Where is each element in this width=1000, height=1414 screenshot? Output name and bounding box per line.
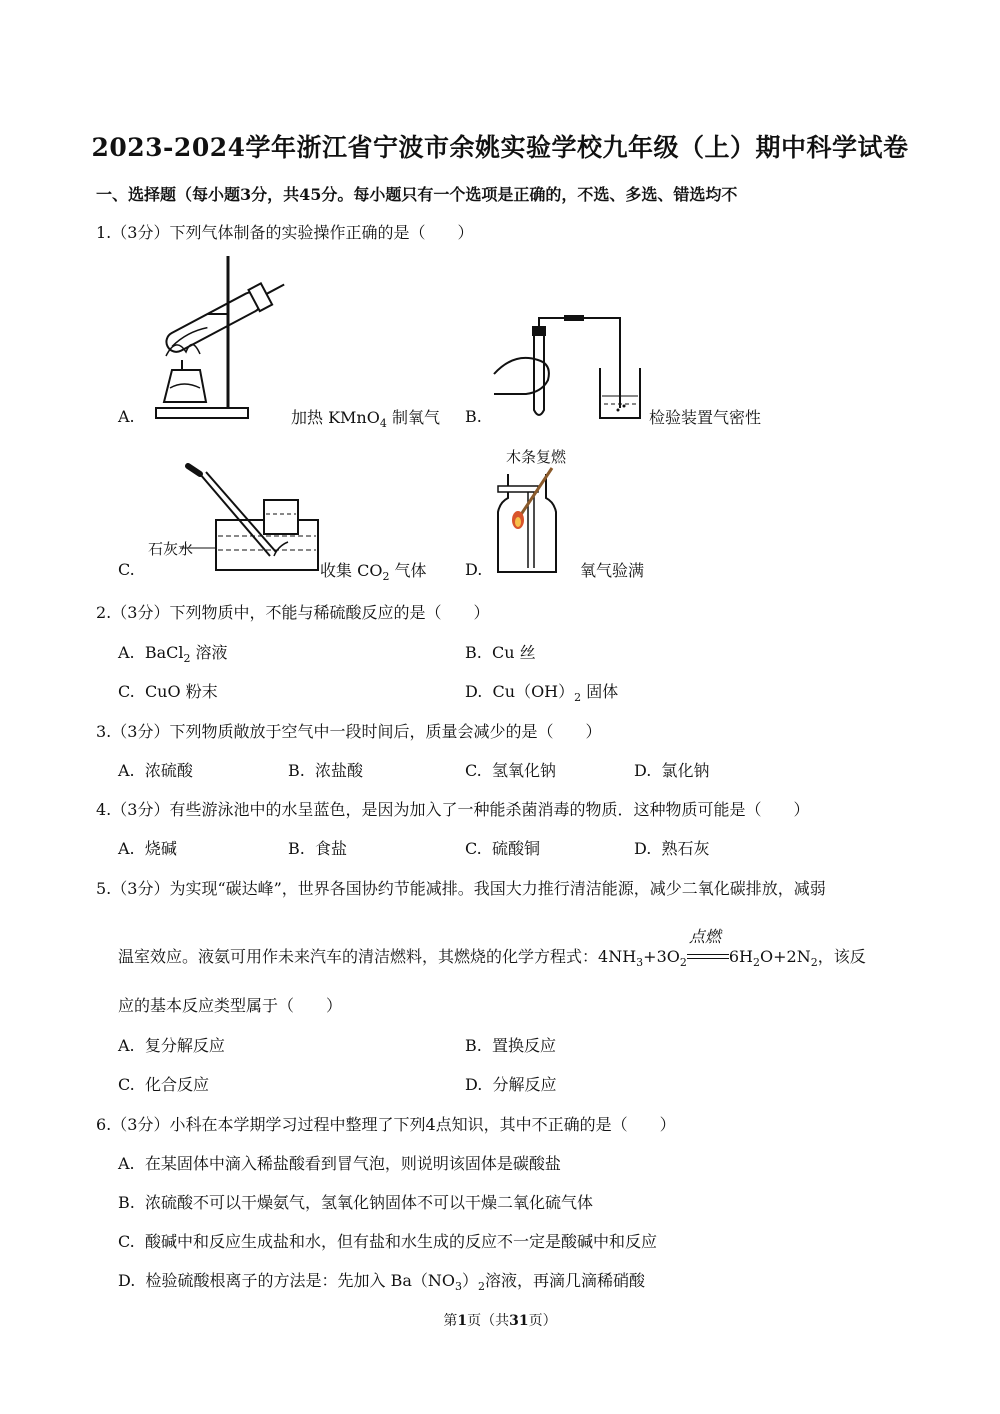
q3-option-a: A. 浓硫酸 <box>118 761 193 780</box>
q1-option-d-letter: D. <box>465 560 483 579</box>
subscript: 2 <box>478 1280 486 1294</box>
q3-option-b: B. 浓盐酸 <box>288 761 364 780</box>
q6-option-d: D. 检验硫酸根离子的方法是：先加入 $Ba(NO_3)_2$溶液，再滴几滴稀硝酸 <box>118 1271 646 1294</box>
option-tail: 溶液，再滴几滴稀硝酸 <box>485 1271 646 1290</box>
figure-b-airtightness-apparatus <box>490 318 650 422</box>
question-2-stem: 2.（3分）下列物质中，不能与稀硫酸反应的是（ ） <box>96 603 490 622</box>
q2-option-d: D. $Cu(OH)_2$ 固体 <box>465 682 619 705</box>
q1-option-a-caption: 加热 KMnO$_4$ 制氧气 <box>291 408 440 431</box>
question-5-stem-line-3: 应的基本反应类型属于（ ） <box>118 996 343 1015</box>
q5-option-d: D. 分解反应 <box>465 1075 557 1094</box>
q4-option-d: D. 熟石灰 <box>634 839 710 858</box>
section-heading: 一、选择题（每小题3分，共45分。每小题只有一个选项是正确的，不选、多选、错选均不 <box>96 185 738 204</box>
question-4-stem: 4.（3分）有些游泳池中的水呈蓝色，是因为加入了一种能杀菌消毒的物质．这种物质可能是（ ） <box>96 800 810 819</box>
reaction-arrow: 点燃 <box>687 950 729 966</box>
figure-c-collection-apparatus <box>180 462 320 574</box>
q4-option-c: C. 硫酸铜 <box>465 839 540 858</box>
question-3-stem: 3.（3分）下列物质敞放于空气中一段时间后，质量会减少的是（ ） <box>96 722 602 741</box>
q2-option-a: A. BaCl$_2$ 溶液 <box>118 643 228 666</box>
q4-option-b: B. 食盐 <box>288 839 348 858</box>
question-6-stem: 6.（3分）小科在本学期学习过程中整理了下列4点知识，其中不正确的是（ ） <box>96 1115 676 1134</box>
q1-option-a-letter: A. <box>118 407 135 426</box>
figure-d-label: 木条复燃 <box>506 448 567 466</box>
page-footer: 第1页（共31页） <box>443 1313 557 1329</box>
q6-option-a: A. 在某固体中滴入稀盐酸看到冒气泡，则说明该固体是碳酸盐 <box>118 1154 561 1173</box>
q6-option-c: C. 酸碱中和反应生成盐和水，但有盐和水生成的反应不一定是酸碱中和反应 <box>118 1232 657 1251</box>
q1-option-b-letter: B. <box>465 407 482 426</box>
q1-option-d-caption: 氧气验满 <box>580 561 645 580</box>
figure-a-heating-apparatus <box>148 252 298 424</box>
q6-option-b: B. 浓硫酸不可以干燥氨气，氢氧化钠固体不可以干燥二氧化硫气体 <box>118 1193 594 1212</box>
figure-d-gas-bottle <box>494 468 564 574</box>
question-5-stem-line-2: 温室效应。液氨可用作未来汽车的清洁燃料，其燃烧的化学方程式：$4NH_3+3O_2$ 点燃 $6H_2O+2N_2$，该反 <box>118 926 866 970</box>
figure-c-label: 石灰水 <box>148 540 194 558</box>
q4-option-a: A. 烧碱 <box>118 839 177 858</box>
q3-option-d: D. 氯化钠 <box>634 761 710 780</box>
q1-option-c-caption: 收集 $CO_2$ 气体 <box>320 561 427 584</box>
q5-option-a: A. 复分解反应 <box>118 1036 225 1055</box>
q2-option-c: C. CuO 粉末 <box>118 682 218 701</box>
q5-option-c: C. 化合反应 <box>118 1075 209 1094</box>
q1-option-b-caption: 检验装置气密性 <box>649 408 762 427</box>
q1-option-c-letter: C. <box>118 560 135 579</box>
question-5-stem-line-1: 5.（3分）为实现“碳达峰”，世界各国协约节能减排。我国大力推行清洁能源，减少二氧化碳排放，减弱 <box>96 879 826 898</box>
page-title: 2023-2024学年浙江省宁波市余姚实验学校九年级（上）期中科学试卷 <box>91 133 909 162</box>
q5-option-b: B. 置换反应 <box>465 1036 557 1055</box>
q2-option-b: B. Cu 丝 <box>465 643 536 662</box>
chemical-equation: $4NH_3+3O_2$ 点燃 $6H_2O+2N_2$ <box>598 926 818 970</box>
question-1-stem: 1.（3分）下列气体制备的实验操作正确的是（ ） <box>96 223 474 242</box>
q3-option-c: C. 氢氧化钠 <box>465 761 556 780</box>
